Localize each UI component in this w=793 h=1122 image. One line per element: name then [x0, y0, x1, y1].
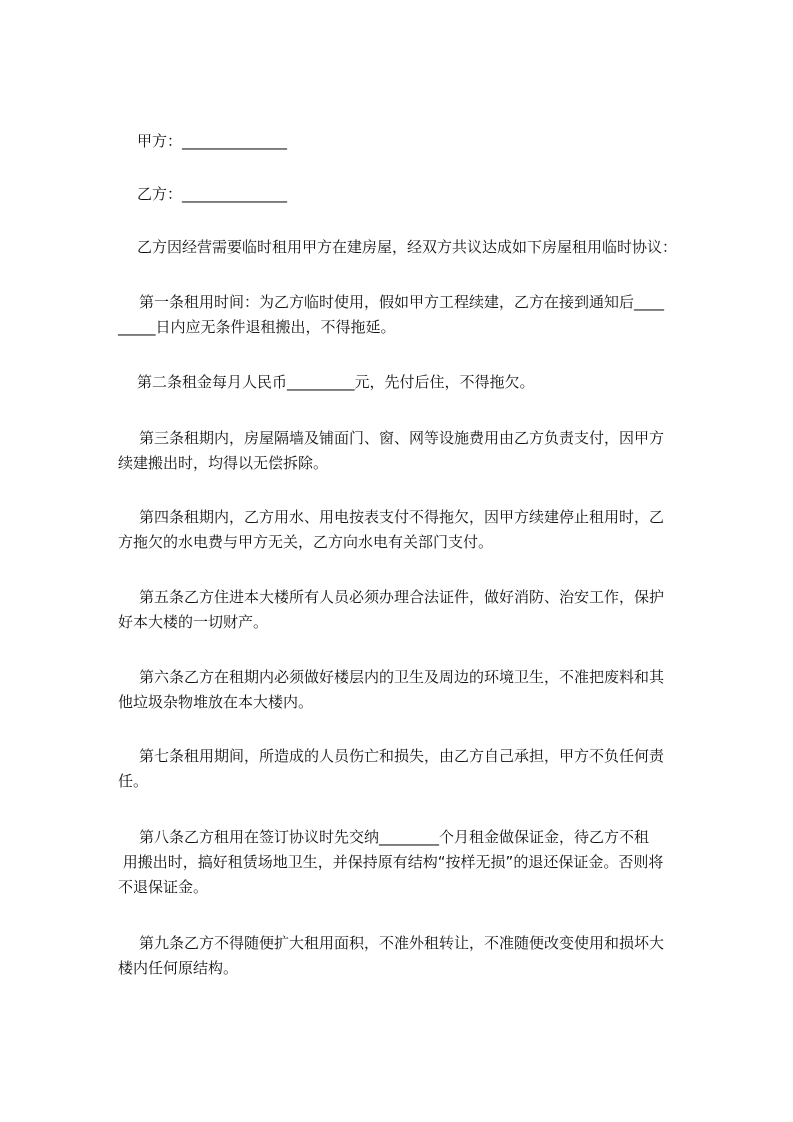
- article-9-line-2: 楼内任何原结构。: [118, 959, 239, 977]
- article-9-line-1: 第九条乙方不得随便扩大租用面积，不准外租转让，不准随便改变使用和损坏大: [139, 934, 665, 952]
- article-8-line-3: 不退保证金。: [118, 878, 209, 896]
- article-5-line-2: 好本大楼的一切财产。: [118, 613, 269, 631]
- article-1-line-1: 第一条租用时间：为乙方临时使用，假如甲方工程续建，乙方在接到通知后____: [139, 293, 665, 311]
- article-8-line-1: 第八条乙方租用在签订协议时先交纳________个月租金做保证金，待乙方不租: [139, 828, 650, 846]
- party-b-line: 乙方：______________: [137, 185, 288, 203]
- article-5-line-1: 第五条乙方住进本大楼所有人员必须办理合法证件，做好消防、治安工作，保护: [139, 588, 665, 606]
- article-4-line-2: 方拖欠的水电费与甲方无关，乙方向水电有关部门支付。: [118, 533, 494, 551]
- article-4-line-1: 第四条租期内，乙方用水、用电按表支付不得拖欠，因甲方续建停止租用时，乙: [139, 508, 665, 526]
- article-7-line-1: 第七条租用期间，所造成的人员伤亡和损失，由乙方自己承担，甲方不负任何责: [139, 747, 665, 765]
- article-8-line-2: 用搬出时，搞好租赁场地卫生，并保持原有结构“按样无损”的退还保证金。否则将: [118, 853, 664, 871]
- article-2-line-1: 第二条租金每月人民币_________元，先付后住，不得拖欠。: [137, 373, 535, 391]
- article-3-line-1: 第三条租期内，房屋隔墙及铺面门、窗、网等设施费用由乙方负责支付，因甲方: [139, 429, 665, 447]
- intro-paragraph: 乙方因经营需要临时租用甲方在建房屋，经双方共议达成如下房屋租用临时协议：: [137, 238, 678, 256]
- article-6-line-2: 他垃圾杂物堆放在本大楼内。: [118, 693, 314, 711]
- article-3-line-2: 续建搬出时，均得以无偿拆除。: [118, 454, 329, 472]
- article-1-line-2: _____日内应无条件退租搬出，不得拖延。: [118, 318, 396, 336]
- party-a-line: 甲方：______________: [137, 132, 288, 150]
- article-6-line-1: 第六条乙方在租期内必须做好楼层内的卫生及周边的环境卫生，不准把废料和其: [139, 668, 665, 686]
- article-7-line-2: 任。: [118, 772, 149, 790]
